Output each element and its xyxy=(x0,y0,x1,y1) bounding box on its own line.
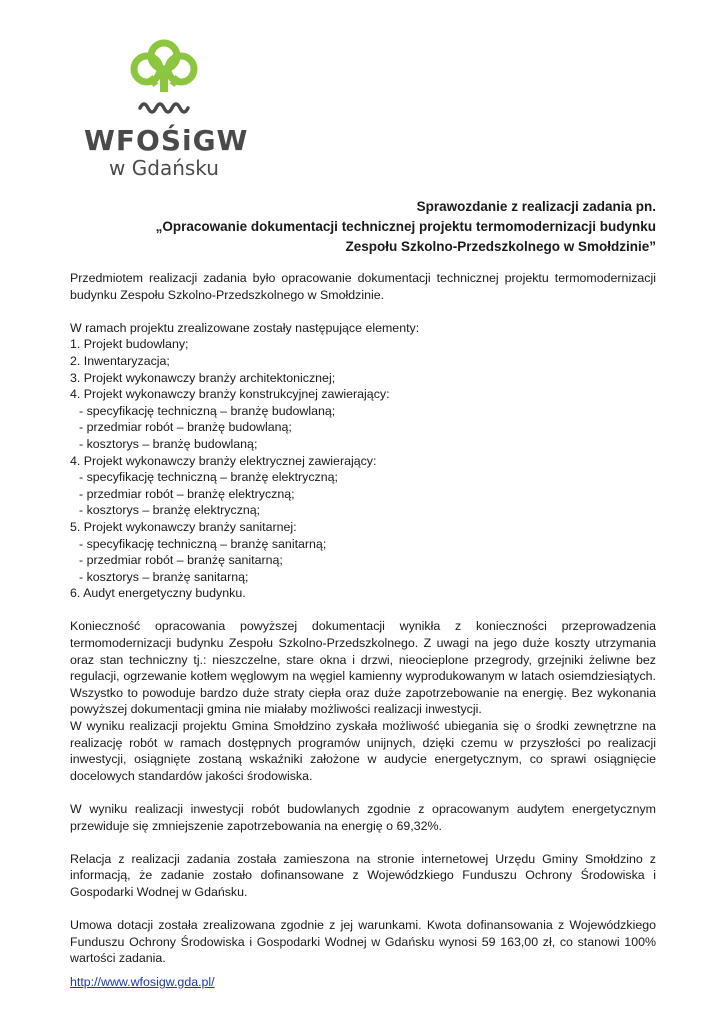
list-item: 1. Projekt budowlany; xyxy=(70,337,189,352)
list-item: 6. Audyt energetyczny budynku. xyxy=(70,586,246,601)
list-item: 3. Projekt wykonawczy branży architektonicznej; xyxy=(70,370,336,385)
document-title xyxy=(70,197,656,257)
relation-paragraph: Relacja z realizacji zadania została zamieszona na stronie internetowej Urzędu Gminy Smołdzino z informacją, że zadanie zostało dofinansowane z Wojewódzkiego Funduszu Ochrony Środowiska i Gospodarki Wodnej w Gdańsku. xyxy=(70,851,656,899)
list-item: 2. Inwentaryzacja; xyxy=(70,353,170,368)
contract-paragraph: Umowa dotacji została zrealizowana zgodnie z jej warunkami. Kwota dofinansowania z Wojewódzkiego Funduszu Ochrony Środowiska i Gospodarki Wodnej w Gdańsku wynosi 59 163,00 zł, co stanowi 100% wartości zadania. xyxy=(70,918,656,966)
list-subitem: - specyfikację techniczną – branżę sanitarną; xyxy=(79,536,327,551)
list-subitem: - specyfikację techniczną – branżę elektryczną; xyxy=(79,470,338,485)
elements-list xyxy=(70,336,656,602)
list-subitem: - specyfikację techniczną – branżę budowlaną; xyxy=(79,403,336,418)
list-subitem: - kosztorys – branżę elektryczną; xyxy=(79,503,261,518)
logo-name: WFOŚiGW xyxy=(84,124,249,157)
title-line-3: Zespołu Szkolno-Przedszkolnego w Smołdzinie” xyxy=(345,239,656,254)
logo-city: w Gdańsku xyxy=(109,156,219,180)
list-item: 4. Projekt wykonawczy branży elektrycznej zawierający: xyxy=(70,453,377,468)
website-link[interactable]: http://www.wfosigw.gda.pl/ xyxy=(70,975,215,989)
title-line-1: Sprawozdanie z realizacji zadania pn. xyxy=(416,199,656,214)
list-subitem: - przedmiar robót – branżę sanitarną; xyxy=(79,553,283,568)
tree-logo-icon xyxy=(84,36,244,126)
list-item: 5. Projekt wykonawczy branży sanitarnej: xyxy=(70,519,297,534)
list-subitem: - przedmiar robót – branżę budowlaną; xyxy=(79,420,292,435)
need-paragraph: Konieczność opracowania powyższej dokumentacji wynikła z konieczności przeprowadzenia termomodernizacji budynku Zespołu Szkolno-Przedszkolnego. Z uwagi na jego duże koszty utrzymania oraz stan techniczny tj.: nieszczelne, stare okna i drzwi, nieocieplone przegrody, grzejniki żeliwne bez regulacji, ogrzewanie kotłem węglowym na węgiel kamienny wyprodukowanym w latach osiemdziesiątych. Wszystko to powoduje bardzo duże straty ciepła oraz duże zapotrzebowanie na energię. Bez wykonania powyższej dokumentacji gmina nie miałaby możliwości realizacji inwestycji. xyxy=(70,619,656,717)
title-line-2: „Opracowanie dokumentacji technicznej projektu termomodernizacji budynku xyxy=(155,219,656,234)
energy-paragraph: W wyniku realizacji inwestycji robót budowlanych zgodnie z opracowanym audytem energetycznym przewiduje się zmniejszenie zapotrzebowania na energię o 69,32%. xyxy=(70,802,656,833)
result-paragraph: W wyniku realizacji projektu Gmina Smołdzino zyskała możliwość ubiegania się o środki zewnętrzne na realizację robót w ramach dostępnych programów unijnych, dzięki czemu w przyszłości po realizacji inwestycji, osiągnięte zostaną wskaźniki założone w audycie energetycznym, co sprawi osiągnięcie docelowych standardów jakości środowiska. xyxy=(70,719,656,783)
list-subitem: - kosztorys – branżę budowlaną; xyxy=(79,436,258,451)
list-subitem: - kosztorys – branżę sanitarną; xyxy=(79,569,249,584)
document-body xyxy=(70,270,656,967)
list-heading: W ramach projektu zrealizowane zostały następujące elementy: xyxy=(70,320,420,335)
list-item: 4. Projekt wykonawczy branży konstrukcyjnej zawierający: xyxy=(70,387,390,402)
intro-paragraph: Przedmiotem realizacji zadania było opracowanie dokumentacji technicznej projektu termomodernizacji budynku Zespołu Szkolno-Przedszkolnego w Smołdzinie. xyxy=(70,271,656,302)
logo xyxy=(84,36,249,186)
list-subitem: - przedmiar robót – branżę elektryczną; xyxy=(79,486,295,501)
